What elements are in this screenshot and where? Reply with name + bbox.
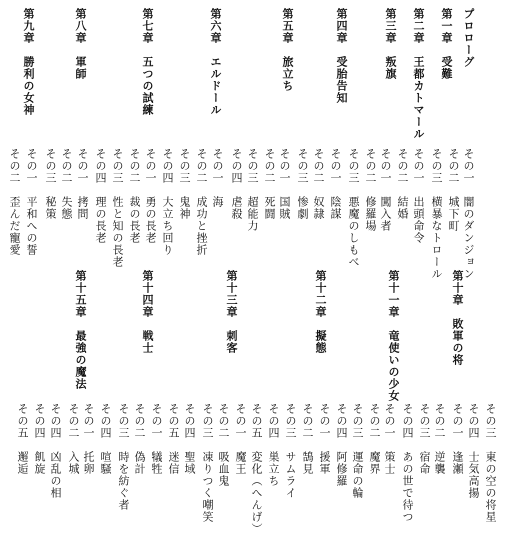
chapter-title: 第九章 勝利の女神 — [22, 8, 35, 116]
section-title: その四 あの世で待つ — [401, 403, 414, 523]
section-title: その四 巣立ち — [267, 403, 280, 487]
section-title: その三 性と知の長老 — [111, 148, 124, 268]
section-title: その一 勇の長老 — [144, 148, 157, 244]
section-title: その三 超能力 — [246, 148, 259, 232]
section-title: その四 士気高揚 — [467, 403, 480, 499]
section-title: その四 阿修羅 — [335, 403, 348, 487]
section-title: その二 裁の長老 — [128, 148, 141, 244]
chapter-title: 第十二章 擬態 — [314, 270, 327, 354]
section-title: その二 修羅場 — [364, 148, 377, 232]
section-title: その一 魔王 — [234, 403, 247, 475]
section-title: その一 援軍 — [318, 403, 331, 475]
chapter-title: 第十三章 刺客 — [225, 270, 238, 354]
section-title: その二 成功と挫折 — [195, 148, 208, 256]
section-title: その三 サムライ — [284, 403, 297, 499]
section-title: その三 鬼神 — [178, 148, 191, 220]
section-title: その一 陰謀 — [329, 148, 342, 220]
section-title: その二 失態 — [60, 148, 73, 220]
section-title: その二 死闘 — [263, 148, 276, 220]
section-title: その一 犠牲 — [150, 403, 163, 475]
chapter-title: 第十一章 竜使いの少女 — [387, 270, 400, 402]
section-title: その三 凍りつく嘲笑 — [201, 403, 214, 523]
section-title: その三 宿命 — [418, 403, 431, 475]
section-title: その一 逢瀬 — [451, 403, 464, 475]
chapter-title: 第八章 軍師 — [74, 8, 87, 80]
section-title: その一 闇のダンジョン — [462, 148, 475, 280]
chapter-title: 第十章 敗軍の将 — [451, 270, 464, 366]
section-title: その五 邂逅 — [16, 403, 29, 475]
section-title: その三 運命の輪 — [351, 403, 364, 499]
section-title: その四 喧騒 — [99, 403, 112, 475]
section-title: その四 凶乱の相 — [49, 403, 62, 499]
chapter-title: 第七章 五つの試練 — [141, 8, 154, 116]
section-title: その二 鵠見 — [301, 403, 314, 475]
section-title: その二 入城 — [67, 403, 80, 475]
chapter-title: プロローグ — [462, 8, 475, 68]
chapter-title: 第六章 エルドール — [209, 8, 222, 116]
section-title: その一 海 — [211, 148, 224, 208]
chapter-title: 第三章 叛旗 — [384, 8, 397, 80]
section-title: その一 拷問 — [76, 148, 89, 220]
section-title: その四 理の長老 — [94, 148, 107, 244]
section-title: その一 国賊 — [278, 148, 291, 220]
section-title: その二 城下町 — [447, 148, 460, 232]
section-title: その一 闖入者 — [379, 148, 392, 232]
chapter-title: 第十四章 戦士 — [141, 270, 154, 354]
section-title: その二 魔界 — [368, 403, 381, 475]
section-title: その三 悪魔のしもべ — [347, 148, 360, 268]
chapter-title: 第四章 受胎告知 — [335, 8, 348, 104]
section-title: その一 策士 — [383, 403, 396, 475]
section-title: その四 大立ち回り — [161, 148, 174, 256]
section-title: その五 迷信 — [167, 403, 180, 475]
section-title: その三 横暴なトロール — [430, 148, 443, 280]
section-title: その四 虐殺 — [230, 148, 243, 220]
section-title: その二 逆襲 — [433, 403, 446, 475]
section-title: その四 飢旋 — [33, 403, 46, 475]
chapter-title: 第五章 旅立ち — [281, 8, 294, 92]
section-title: その一 托卵 — [82, 403, 95, 475]
section-title: その二 歪んだ寵愛 — [8, 148, 21, 256]
section-title: その四 聖域 — [183, 403, 196, 475]
chapter-title: 第十五章 最強の魔法 — [74, 270, 87, 390]
section-title: その二 偽計 — [133, 403, 146, 475]
section-title: その三 秘策 — [44, 148, 57, 220]
section-title: その五 変化（へんげ） — [250, 403, 263, 535]
section-title: その二 奴隷 — [312, 148, 325, 220]
section-title: その一 平和への誓 — [25, 148, 38, 256]
section-title: その三 惨劇 — [296, 148, 309, 220]
section-title: その二 結婚 — [396, 148, 409, 220]
section-title: その三 東の空の将星 — [484, 403, 497, 523]
chapter-title: 第一章 受難 — [440, 8, 453, 80]
section-title: その三 時を紡ぐ者 — [117, 403, 130, 511]
chapter-title: 第二章 王都カトマール — [412, 8, 425, 140]
section-title: その一 出頭命令 — [412, 148, 425, 244]
section-title: その二 吸血鬼 — [217, 403, 230, 487]
